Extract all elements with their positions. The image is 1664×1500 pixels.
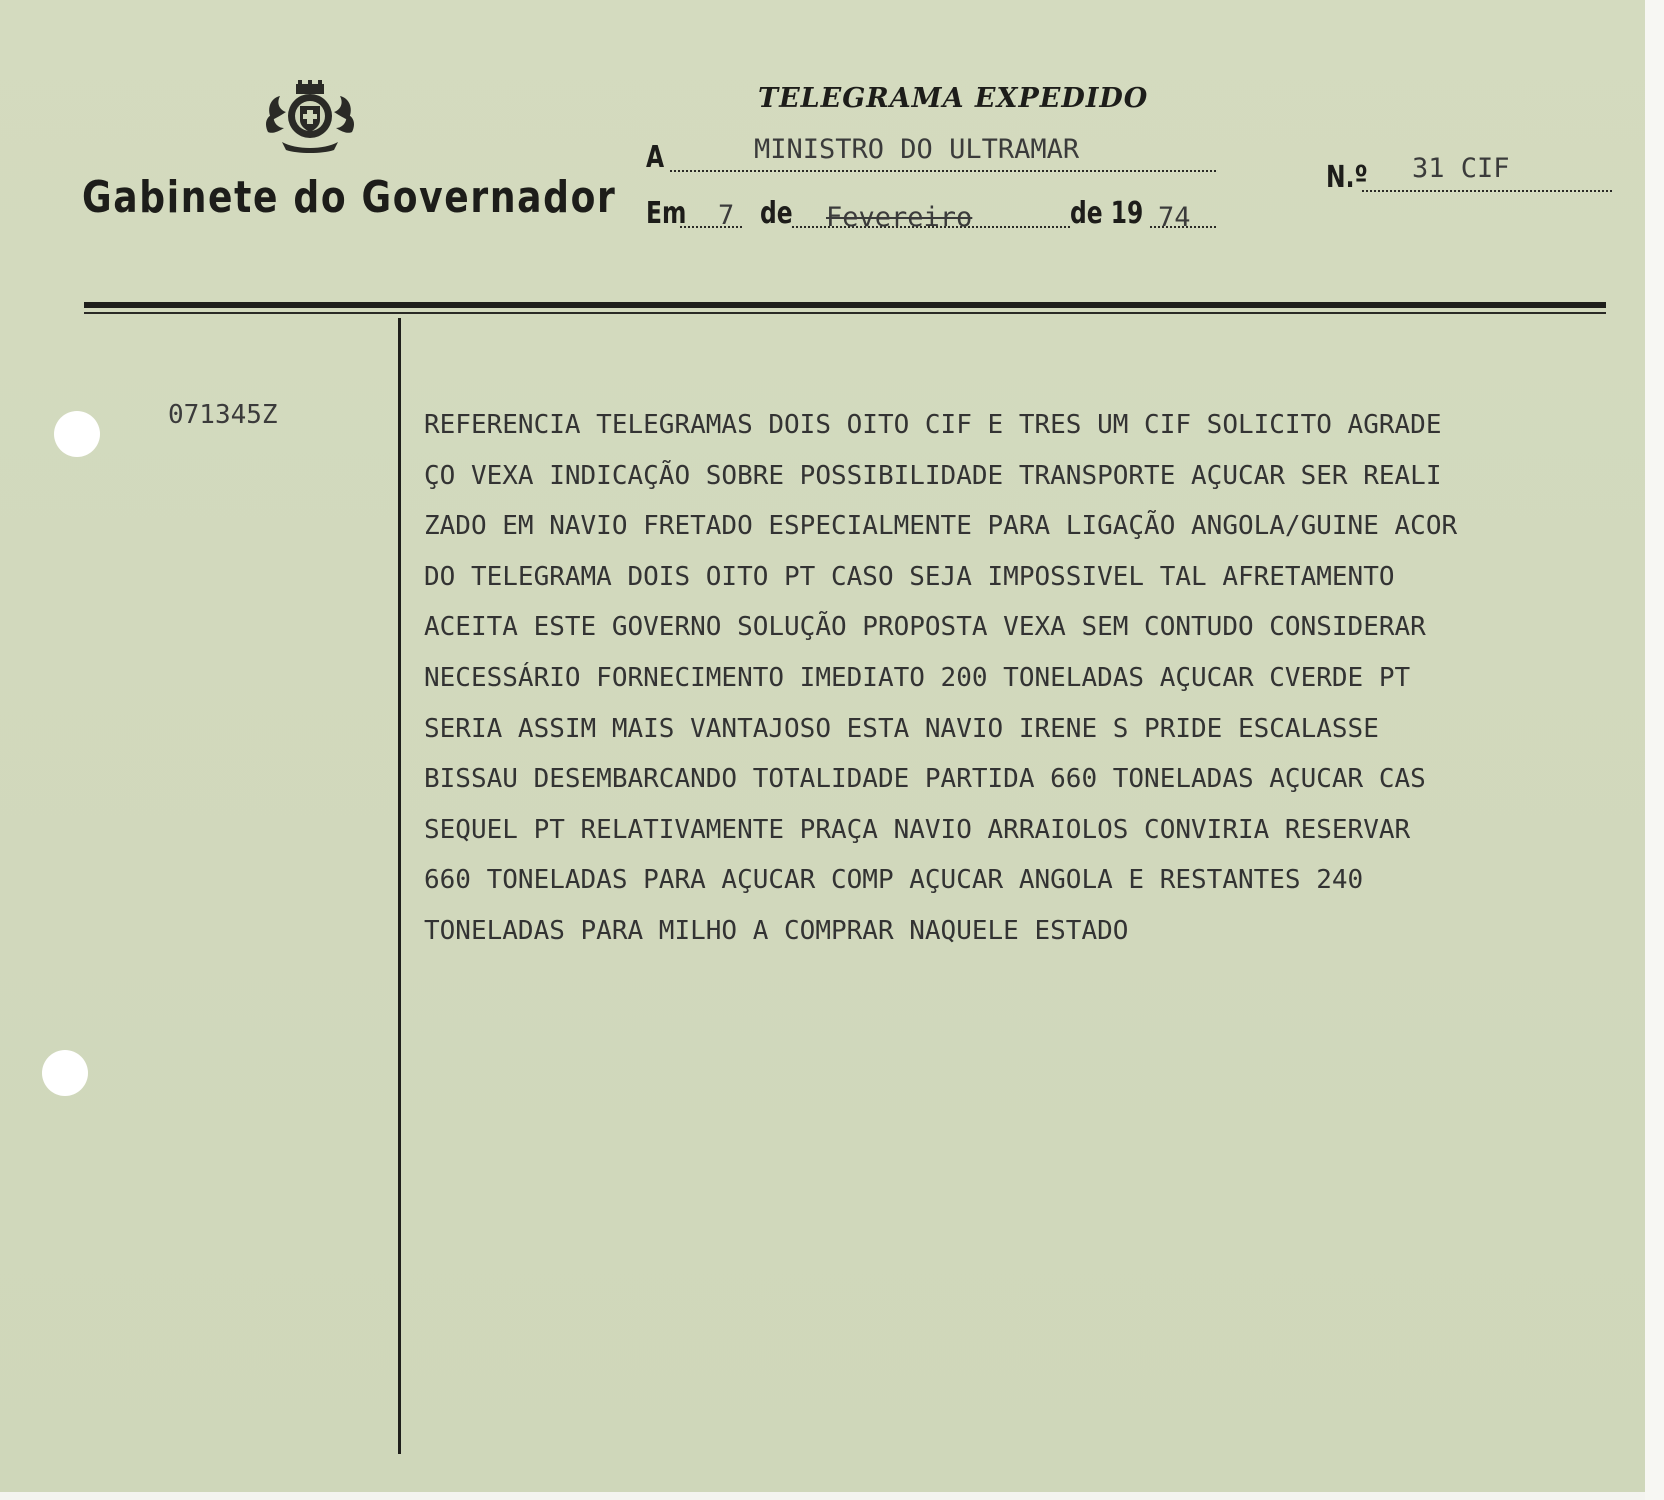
message-line: ACEITA ESTE GOVERNO SOLUÇÃO PROPOSTA VEXA SEM CONTUDO CONSIDERAR [424,612,1426,643]
to-value: MINISTRO DO ULTRAMAR [754,134,1080,165]
date-time-group: 071345Z [168,400,278,430]
to-dotted-line [670,170,1216,172]
message-line: DO TELEGRAMA DOIS OITO PT CASO SEJA IMPOSSIVEL TAL AFRETAMENTO [424,561,1395,592]
header-rule-thin [84,312,1606,314]
message-line: BISSAU DESEMBARCANDO TOTALIDADE PARTIDA 660 TONELADAS AÇUCAR CAS [424,764,1426,795]
message-line: SEQUEL PT RELATIVAMENTE PRAÇA NAVIO ARRAIOLOS CONVIRIA RESERVAR [424,814,1411,845]
date-month: Fevereiro [826,202,973,233]
column-divider [398,318,401,1454]
date-year: 74 [1158,202,1191,233]
form-title: TELEGRAMA EXPEDIDO [758,83,1149,114]
office-name: Gabinete do Governador [82,172,617,223]
date-label-de: de [760,196,793,231]
number-dotted-line [1362,190,1612,192]
message-line: ÇO VEXA INDICAÇÃO SOBRE POSSIBILIDADE TRANSPORTE AÇUCAR SER REALI [424,460,1442,491]
date-label-em: Em [646,196,687,231]
to-label: A [646,140,665,175]
punch-hole-bottom [42,1050,88,1096]
date-day: 7 [718,200,735,231]
punch-hole-top [54,411,100,457]
message-line: REFERENCIA TELEGRAMAS DOIS OITO CIF E TRES UM CIF SOLICITO AGRADE [424,410,1442,440]
number-label: N.º [1326,160,1368,195]
number-value: 31 CIF [1412,153,1510,184]
message-line: ZADO EM NAVIO FRETADO ESPECIALMENTE PARA LIGAÇÃO ANGOLA/GUINE ACOR [424,511,1458,542]
message-line: 660 TONELADAS PARA AÇUCAR COMP AÇUCAR ANGOLA E RESTANTES 240 [424,865,1364,896]
coat-of-arms-icon [262,80,358,154]
message-line: TONELADAS PARA MILHO A COMPRAR NAQUELE ESTADO [424,915,1129,946]
message-line: NECESSÁRIO FORNECIMENTO IMEDIATO 200 TONELADAS AÇUCAR CVERDE PT [424,662,1411,693]
message-line: SERIA ASSIM MAIS VANTAJOSO ESTA NAVIO IRENE S PRIDE ESCALASSE [424,713,1379,744]
date-label-de-year: de 19 [1070,196,1144,231]
header-rule [84,302,1606,308]
message-body [424,400,1634,957]
sheet-edge [1645,0,1664,1500]
